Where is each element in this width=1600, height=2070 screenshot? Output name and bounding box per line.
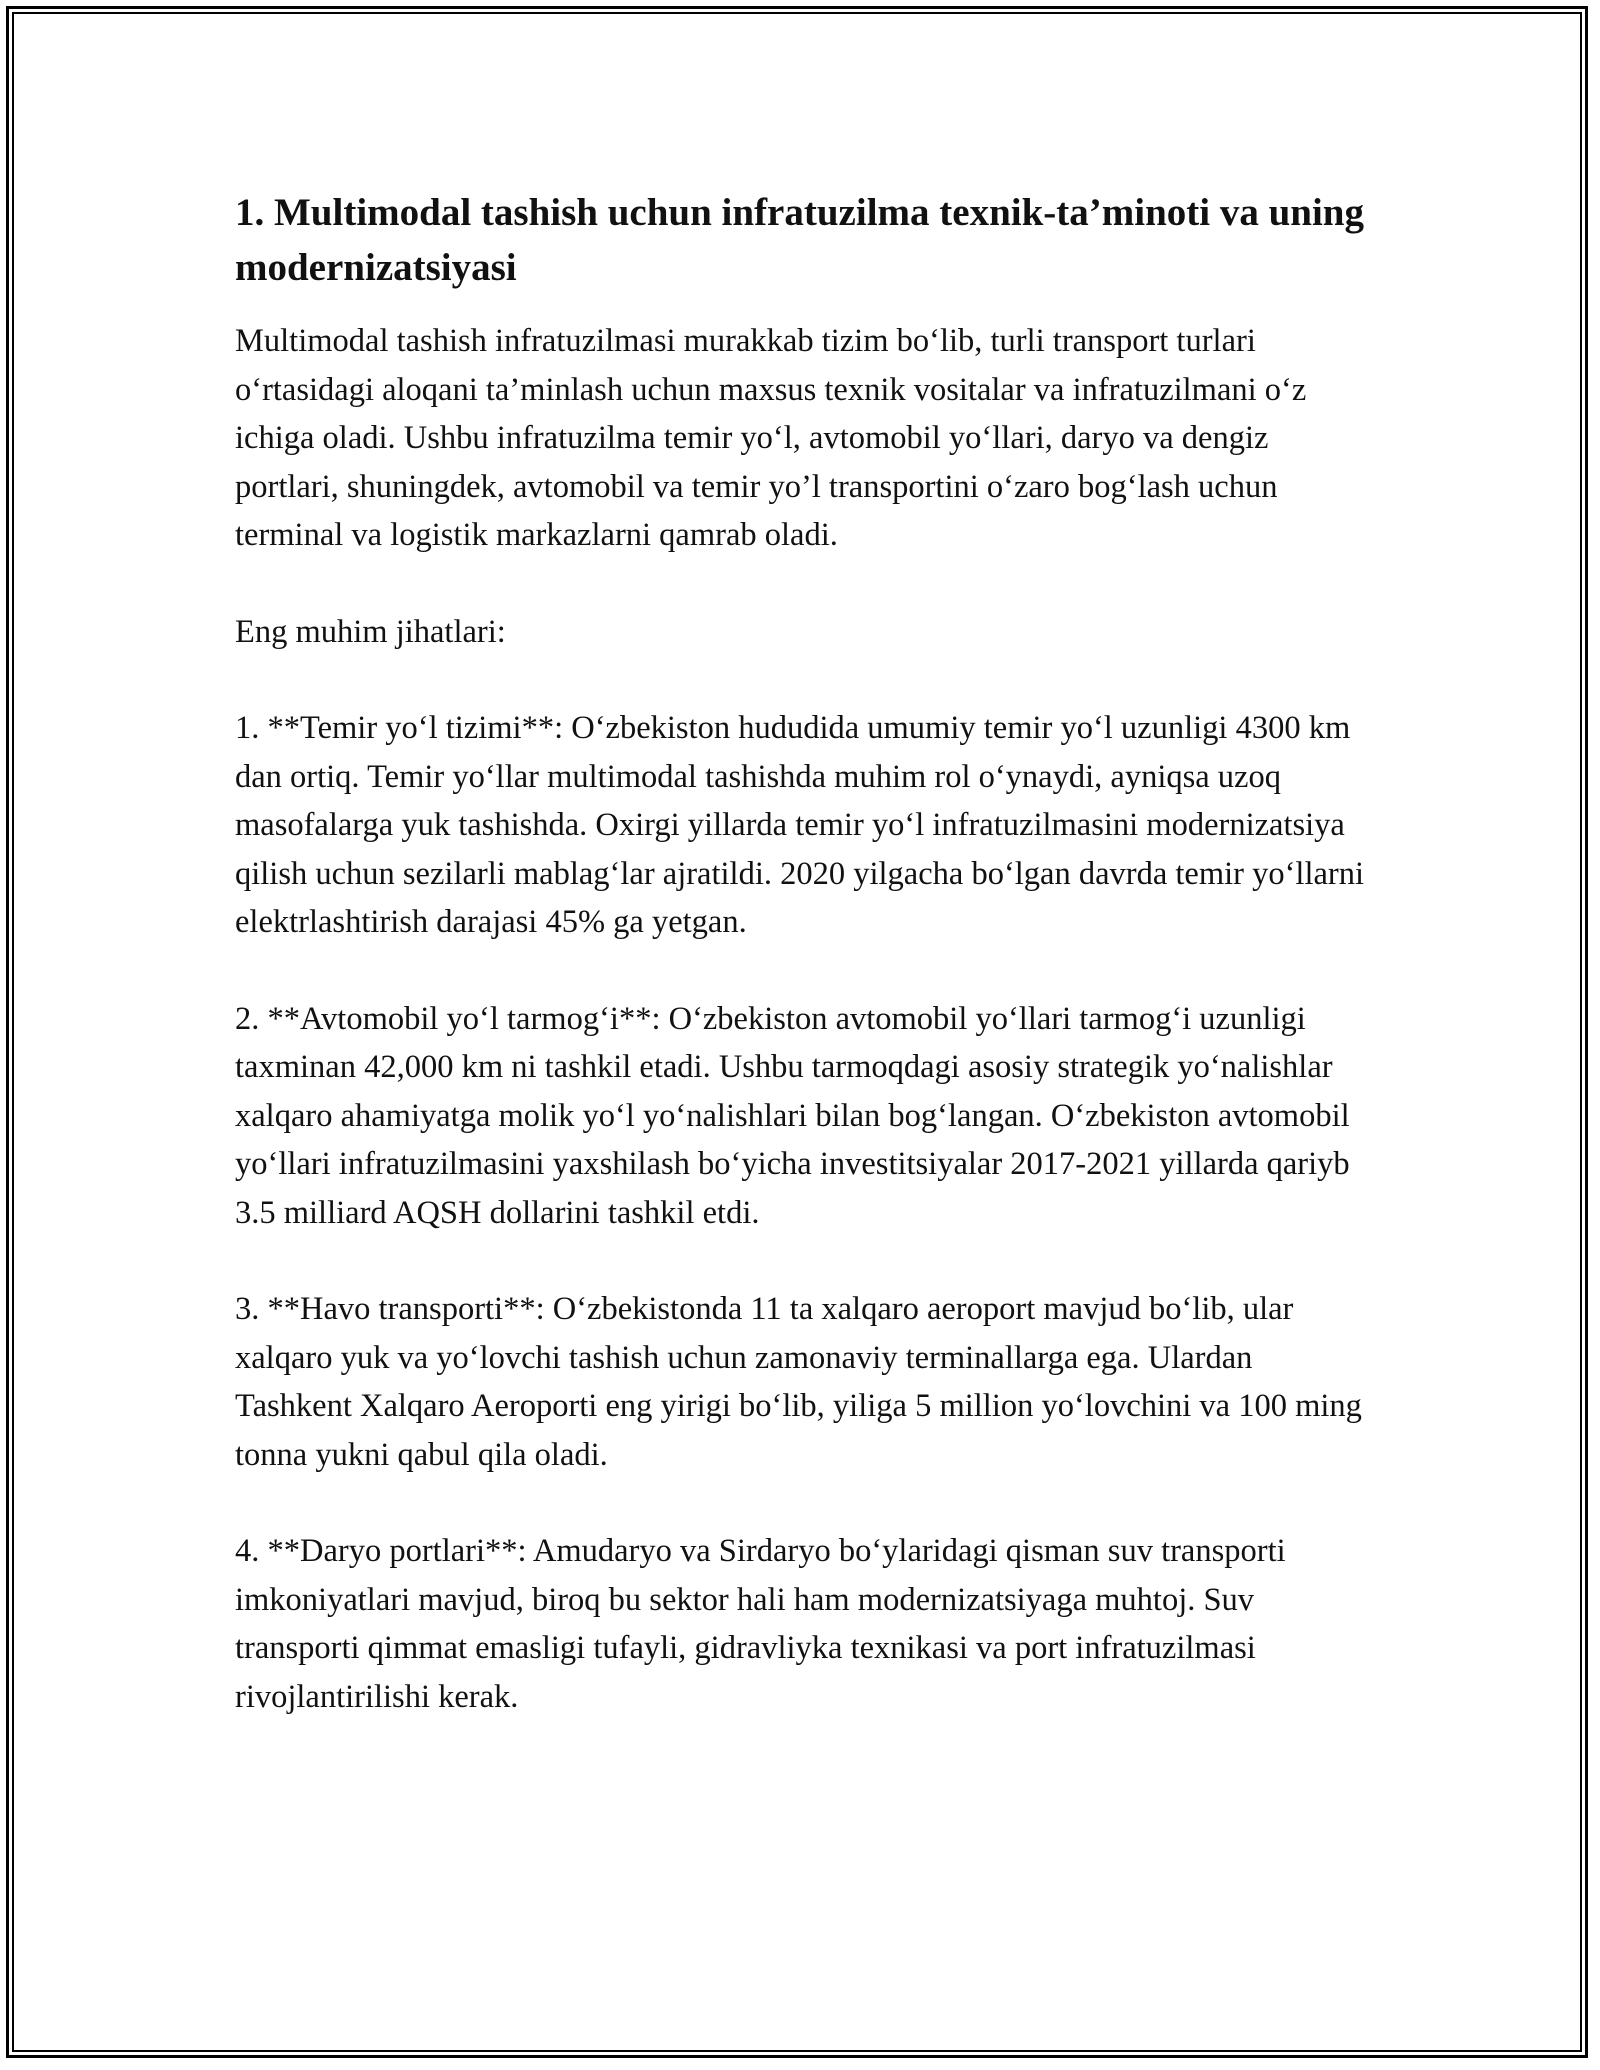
- document-body: [235, 185, 1370, 1769]
- document-title: 1. Multimodal tashish uchun infratuzilma texnik-ta’minoti va uning modernizatsiyasi: [235, 191, 1364, 289]
- railway-paragraph: 1. **Temir yoʻl tizimi**: Oʻzbekiston hududida umumiy temir yoʻl uzunligi 4300 km dan ortiq. Temir yoʻllar multimodal tashishda muhim rol oʻynaydi, ayniqsa uzoq masofalarga yuk tashishda. Oxirgi yillarda temir yoʻl infratuzilmasini modernizatsiya qilish uchun sezilarli mablagʻlar ajratildi. 2020 yilgacha boʻlgan davrda temir yoʻllarni elektrlashtirish darajasi 45% ga yetgan.: [235, 710, 1365, 940]
- intro-paragraph: Multimodal tashish infratuzilmasi murakkab tizim boʻlib, turli transport turlari oʻrtasidagi aloqani ta’minlash uchun maxsus texnik vositalar va infratuzilmani oʻz ichiga oladi. Ushbu infratuzilma temir yoʻl, avtomobil yoʻllari, daryo va dengiz portlari, shuningdek, avtomobil va temir yo’l transportini oʻzaro bogʻlash uchun terminal va logistik markazlarni qamrab oladi.: [235, 323, 1307, 553]
- key-aspects-heading: Eng muhim jihatlari:: [235, 613, 506, 650]
- river-ports-paragraph: 4. **Daryo portlari**: Amudaryo va Sirdaryo boʻylaridagi qisman suv transporti imkoniyatlari mavjud, biroq bu sektor hali ham modernizatsiyaga muhtoj. Suv transporti qimmat emasligi tufayli, gidravliyka texnikasi va port infratuzilmasi rivojlantirilishi kerak.: [235, 1533, 1286, 1715]
- road-network-paragraph: 2. **Avtomobil yoʻl tarmogʻi**: Oʻzbekiston avtomobil yoʻllari tarmogʻi uzunligi taxminan 42,000 km ni tashkil etadi. Ushbu tarmoqdagi asosiy strategik yoʻnalishlar xalqaro ahamiyatga molik yoʻl yoʻnalishlari bilan bogʻlangan. Oʻzbekiston avtomobil yoʻllari infratuzilmasini yaxshilash boʻyicha investitsiyalar 2017-2021 yillarda qariyb 3.5 milliard AQSH dollarini tashkil etdi.: [235, 1000, 1350, 1231]
- air-transport-paragraph: 3. **Havo transporti**: Oʻzbekistonda 11 ta xalqaro aeroport mavjud boʻlib, ular xalqaro yuk va yoʻlovchi tashish uchun zamonaviy terminallarga ega. Ulardan Tashkent Xalqaro Aeroporti eng yirigi boʻlib, yiliga 5 million yoʻlovchini va 100 ming tonna yukni qabul qila oladi.: [235, 1291, 1362, 1473]
